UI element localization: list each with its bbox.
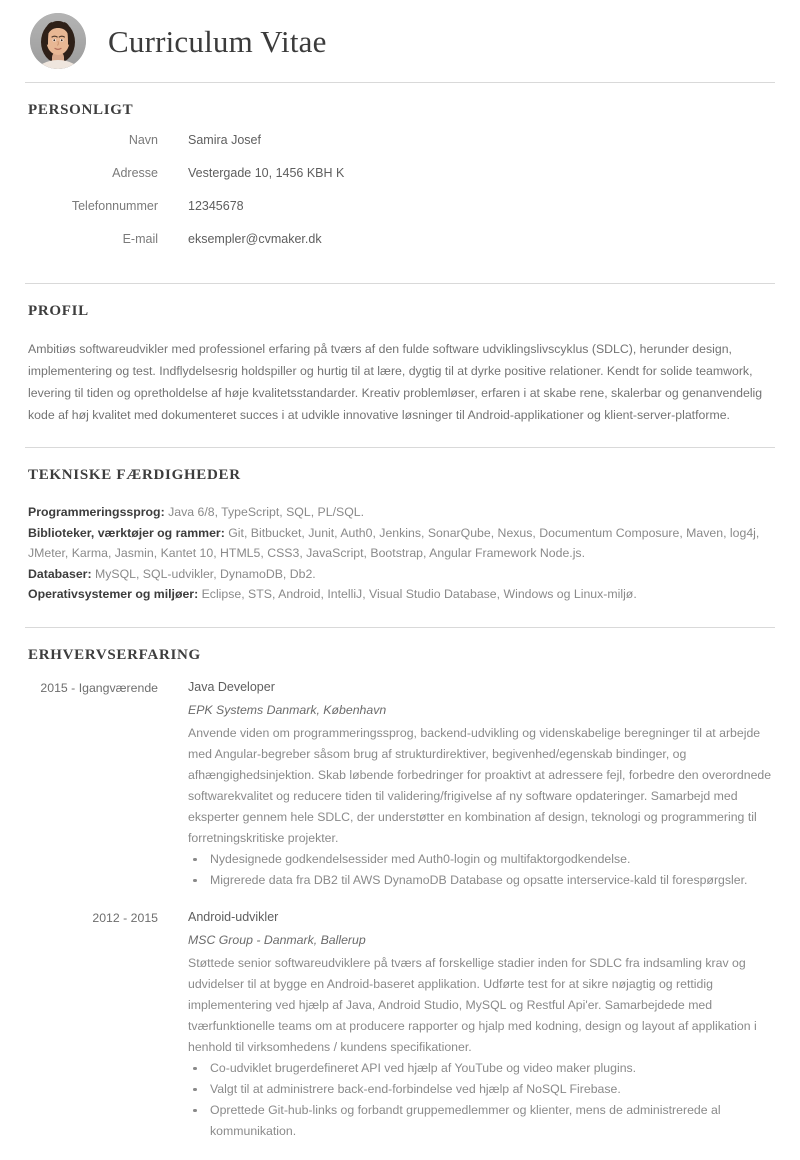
- job-body: [188, 907, 775, 1142]
- skill-value: Eclipse, STS, Android, IntelliJ, Visual Studio Database, Windows og Linux-miljø.: [198, 587, 637, 601]
- personal-row-telefonnummer: [25, 199, 775, 232]
- personal-row-email: [25, 232, 775, 265]
- cv-header: [25, 0, 775, 82]
- job-bullet: Oprettede Git-hub-links og forbandt gruppemedlemmer og klienter, mens de administrerede al kommunikation.: [188, 1100, 775, 1142]
- skill-value: Git, Bitbucket, Junit, Auth0, Jenkins, SonarQube, Nexus, Documentum Composure, Maven, log4j, JMeter, Karma, Jasmin, Kantet 10, HTML5, CSS3, JavaScript, Bootstrap, Angular Framework Node.js.: [28, 525, 760, 560]
- section-heading-personal: PERSONLIGT: [28, 102, 134, 118]
- divider-header: [25, 82, 775, 83]
- skill-value: Java 6/8, TypeScript, SQL, PL/SQL.: [164, 505, 365, 519]
- section-heading-experience: ERHVERVSERFARING: [28, 646, 201, 663]
- job-company: MSC Group - Danmark, Ballerup: [188, 932, 366, 947]
- section-skills: [25, 467, 775, 605]
- job-date: 2012 - 2015: [92, 910, 158, 925]
- job-company: EPK Systems Danmark, København: [188, 702, 387, 717]
- section-heading-skills: TEKNISKE FÆRDIGHEDER: [28, 467, 241, 483]
- skill-label: Biblioteker, værktøjer og rammer:: [28, 525, 225, 540]
- personal-details-list: [25, 133, 775, 265]
- profile-text: Ambitiøs softwareudvikler med professionel erfaring på tværs af den fulde software udviklingslivscyklus (SDLC), herunder design, implementering og test. Indflydelsesrig holdspiller og hurtig til at lære, dygtig til at dyrke positive relationer. Kendt for solide teamwork, levering til tiden og opretholdelse af høje kvalitetsstandarder. Kreativ problemløser, erfaren i at skabe rene, skalerbar og genanvendelig kode af høj kvalitet med dokumenteret succes i at udvikle innovative løsninger til Android-applikationer og klient-server-platforme.: [28, 342, 763, 422]
- skill-line-programmeringssprog: [28, 502, 772, 523]
- label-telefonnummer: Telefonnummer: [71, 199, 158, 213]
- personal-row-adresse: [25, 166, 775, 199]
- value-navn: Samira Josef: [188, 133, 261, 147]
- job-bullet: Co-udviklet brugerdefineret API ved hjælp af YouTube og video maker plugins.: [188, 1058, 775, 1079]
- job-bullet-list: [188, 849, 775, 891]
- section-personal: [25, 102, 775, 265]
- skill-value: MySQL, SQL-udvikler, DynamoDB, Db2.: [91, 566, 316, 581]
- job-title: Java Developer: [188, 679, 275, 694]
- experience-entry: [25, 677, 775, 891]
- divider-profile: [25, 283, 775, 284]
- personal-row-navn: [25, 133, 775, 166]
- experience-entry: [25, 907, 775, 1142]
- section-heading-profile: PROFIL: [28, 303, 89, 319]
- skill-label: Programmeringssprog:: [28, 505, 165, 519]
- value-adresse: Vestergade 10, 1456 KBH K: [188, 166, 345, 180]
- experience-list: [25, 677, 775, 1142]
- skill-line-biblioteker: [28, 523, 772, 564]
- skill-label: Databaser:: [28, 566, 92, 581]
- section-experience: [25, 647, 775, 1142]
- person-photo-avatar-icon: [30, 13, 86, 69]
- divider-experience: [25, 627, 775, 628]
- job-bullet: Migrerede data fra DB2 til AWS DynamoDB Database og opsatte interservice-kald til forespørgsler.: [188, 870, 775, 891]
- value-telefonnummer: 12345678: [188, 199, 244, 213]
- divider-skills: [25, 447, 775, 448]
- label-email: E-mail: [122, 232, 158, 246]
- job-description: Anvende viden om programmeringssprog, backend-udvikling og videnskabelige beregninger til at arbejde med Angular-begreber såsom brug af strukturdirektiver, begivenhed/egenskab bindinger, og afhængighedsinjektion. Skab løbende forbedringer for proaktivt at adressere fejl, forbedre den overordnede softwarekvalitet og reducere tiden til validering/frigivelse af ny software opdateringer. Samarbejd med eksperter gennem hele SDLC, der understøtter en kombination af design, teknologi og programmering til forretningskritiske projekter.: [188, 725, 772, 845]
- job-body: [188, 677, 775, 891]
- label-navn: Navn: [128, 133, 158, 147]
- value-email: eksempler@cvmaker.dk: [188, 232, 322, 246]
- skills-list: [28, 502, 772, 605]
- job-title: Android-udvikler: [188, 909, 279, 924]
- section-profile: [25, 303, 775, 426]
- job-bullet-list: [188, 1058, 775, 1142]
- job-bullet: Nydesignede godkendelsessider med Auth0-login og multifaktorgodkendelse.: [188, 849, 775, 870]
- label-adresse: Adresse: [112, 166, 158, 180]
- job-bullet: Valgt til at administrere back-end-forbindelse ved hjælp af NoSQL Firebase.: [188, 1079, 775, 1100]
- skill-line-operativsystemer: [28, 584, 772, 605]
- skill-line-databaser: [28, 564, 772, 585]
- job-description: Støttede senior softwareudviklere på tværs af forskellige stadier inden for SDLC fra indsamling krav og udvidelser til at bygge en Android-baseret applikation. Udførte test for at sikre nøjagtig og rettidig implementering ved hjælp af Java, Android Studio, MySQL og Restful Api'er. Samarbejdede med tværfunktionelle teams om at producere rapporter og hjalp med kodning, design og layout af applikation i henhold til virksomhedens / kundens specifikationer.: [188, 955, 757, 1054]
- job-date: 2015 - Igangværende: [40, 680, 158, 695]
- page-title: Curriculum Vitae: [108, 23, 327, 59]
- skill-label: Operativsystemer og miljøer:: [28, 587, 199, 601]
